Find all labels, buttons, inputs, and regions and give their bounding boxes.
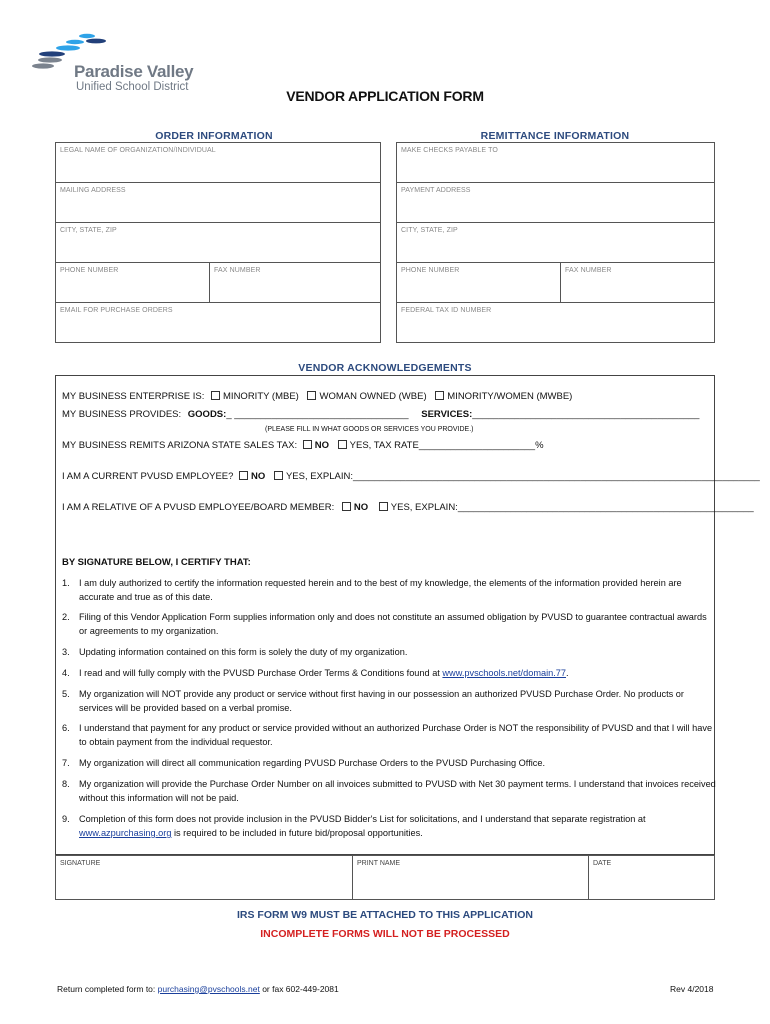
email-field[interactable] xyxy=(55,302,381,343)
logo-swoosh-3 xyxy=(66,40,84,44)
logo-name: Paradise Valley xyxy=(74,62,194,81)
signature-field[interactable] xyxy=(55,855,353,900)
remit-phone-label: PHONE NUMBER xyxy=(401,267,460,274)
logo-subtitle: Unified School District xyxy=(76,81,189,93)
relative-row xyxy=(62,502,754,513)
remit-city-state-zip-field[interactable] xyxy=(396,222,715,263)
cert-text-1: I am duly authorized to certify the information requested herein and to the best of my knowledge, the elements of the information provided herein are accurate and true as of this date. xyxy=(79,578,682,602)
domain-link[interactable]: www.pvschools.net/domain.77 xyxy=(442,668,567,678)
checks-payable-field[interactable] xyxy=(396,142,715,183)
checks-payable-label: MAKE CHECKS PAYABLE TO xyxy=(401,147,498,154)
cert-num-8: 8. xyxy=(62,779,70,789)
minority-checkbox[interactable] xyxy=(211,391,220,400)
cert-item-2 xyxy=(62,610,717,638)
services-label: SERVICES: xyxy=(421,409,473,420)
employee-yes-label: YES, EXPLAIN: xyxy=(285,471,353,482)
footer-return-info xyxy=(57,984,339,994)
print-name-label: PRINT NAME xyxy=(357,860,401,867)
relative-no-label: NO xyxy=(353,502,369,513)
relative-explain-input[interactable]: ________________________________________________________ xyxy=(457,502,754,513)
date-label: DATE xyxy=(593,860,612,867)
employee-no-checkbox[interactable] xyxy=(239,471,248,480)
cert-text-5: My organization will NOT provide any product or service without first having in our possession an authorized PVUSD Purchase Order. No products or services will be provided based on a verbal promise. xyxy=(79,689,684,713)
logo-swoosh-1 xyxy=(79,34,95,38)
tax-id-label: FEDERAL TAX ID NUMBER xyxy=(401,307,492,314)
cert-num-7: 7. xyxy=(62,758,70,768)
cert-item-7 xyxy=(62,756,717,770)
cert-text-9-before: Completion of this form does not provide inclusion in the PVUSD Bidder's List for solicitations, and I understand that separate registration at xyxy=(79,814,646,824)
print-name-field[interactable] xyxy=(352,855,589,900)
minority-label: MINORITY (MBE) xyxy=(223,391,299,402)
minority-women-label: MINORITY/WOMEN (MWBE) xyxy=(447,391,573,402)
cert-text-2: Filing of this Vendor Application Form supplies information only and does not constitute an assumed obligation by PVUSD to guarantee contractual awards or agreements to my organization. xyxy=(79,612,707,636)
cert-item-6 xyxy=(62,721,717,749)
employee-row xyxy=(62,471,760,482)
remit-fax-label: FAX NUMBER xyxy=(565,267,612,274)
order-fax-label: FAX NUMBER xyxy=(214,267,261,274)
irs-w9-notice: IRS FORM W9 MUST BE ATTACHED TO THIS APPLICATION xyxy=(237,909,533,921)
relative-label: I AM A RELATIVE OF A PVUSD EMPLOYEE/BOARD MEMBER: xyxy=(62,502,335,513)
cert-item-1 xyxy=(62,576,717,604)
employee-no-label: NO xyxy=(251,471,266,482)
goods-label: GOODS: xyxy=(187,409,227,420)
provides-label: MY BUSINESS PROVIDES: xyxy=(62,409,182,420)
remit-city-state-zip-label: CITY, STATE, ZIP xyxy=(401,227,458,234)
logo-swoosh-7 xyxy=(32,63,54,68)
logo-swoosh-2 xyxy=(86,39,106,44)
order-phone-label: PHONE NUMBER xyxy=(60,267,119,274)
legal-name-label: LEGAL NAME OF ORGANIZATION/INDIVIDUAL xyxy=(60,147,216,154)
cert-text-9 xyxy=(79,812,717,840)
goods-services-note: (PLEASE FILL IN WHAT GOODS OR SERVICES YOU PROVIDE.) xyxy=(265,426,474,433)
tax-no-checkbox[interactable] xyxy=(303,440,312,449)
logo-swoosh-6 xyxy=(38,57,62,62)
cert-num-3: 3. xyxy=(62,647,70,657)
revision-date: Rev 4/2018 xyxy=(670,984,714,994)
services-input[interactable]: ___________________________________________ xyxy=(472,409,700,420)
cert-num-6: 6. xyxy=(62,723,70,733)
cert-text-7: My organization will direct all communication regarding PVUSD Purchase Orders to the PVUSD Purchasing Office. xyxy=(79,758,546,768)
purchasing-email-link[interactable]: purchasing@pvschools.net xyxy=(157,984,260,994)
cert-item-9 xyxy=(62,812,717,840)
signature-label: SIGNATURE xyxy=(60,860,101,867)
tax-no-label: NO xyxy=(314,440,329,451)
cert-text-6: I understand that payment for any product or service provided without an authorized Purchase Order is NOT the responsibility of PVUSD and that I will have to obtain payment from the individual requestor. xyxy=(79,723,713,747)
remittance-info-heading: REMITTANCE INFORMATION xyxy=(480,130,630,142)
percent-sign: % xyxy=(535,440,544,451)
employee-label: I AM A CURRENT PVUSD EMPLOYEE? xyxy=(62,471,234,482)
cert-num-9: 9. xyxy=(62,814,70,824)
cert-text-3: Updating information contained on this form is solely the duty of my organization. xyxy=(79,647,408,657)
cert-item-3 xyxy=(62,645,717,659)
logo-swoosh-5 xyxy=(39,51,65,56)
enterprise-label: MY BUSINESS ENTERPRISE IS: xyxy=(62,391,205,402)
order-fax-field[interactable] xyxy=(209,262,381,303)
order-phone-field[interactable] xyxy=(55,262,210,303)
remit-phone-field[interactable] xyxy=(396,262,561,303)
order-city-state-zip-label: CITY, STATE, ZIP xyxy=(60,227,117,234)
azpurchasing-link[interactable]: www.azpurchasing.org xyxy=(79,828,172,838)
payment-address-field[interactable] xyxy=(396,182,715,223)
date-field[interactable] xyxy=(588,855,715,900)
cert-text-4 xyxy=(79,666,717,680)
sales-tax-row xyxy=(62,440,544,451)
email-label: EMAIL FOR PURCHASE ORDERS xyxy=(60,307,173,314)
legal-name-field[interactable] xyxy=(55,142,381,183)
employee-yes-checkbox[interactable] xyxy=(274,471,283,480)
cert-text-9-after: is required to be included in future bid/proposal opportunities. xyxy=(171,828,423,838)
form-title: VENDOR APPLICATION FORM xyxy=(286,88,484,104)
enterprise-row xyxy=(62,391,572,402)
ack-heading: VENDOR ACKNOWLEDGEMENTS xyxy=(298,362,472,374)
tax-id-field[interactable] xyxy=(396,302,715,343)
employee-explain-input[interactable]: _____________________________________________________________________________ xyxy=(353,471,760,482)
incomplete-forms-notice: INCOMPLETE FORMS WILL NOT BE PROCESSED xyxy=(260,928,510,940)
provides-row xyxy=(62,409,699,420)
minority-women-checkbox[interactable] xyxy=(435,391,444,400)
cert-item-4 xyxy=(62,666,717,680)
mailing-address-field[interactable] xyxy=(55,182,381,223)
woman-owned-checkbox[interactable] xyxy=(307,391,316,400)
woman-owned-label: WOMAN OWNED (WBE) xyxy=(319,391,427,402)
cert-text-8: My organization will provide the Purchase Order Number on all invoices submitted to PVUSD with Net 30 payment terms. I understand that invoices received without this information will not be paid. xyxy=(79,779,716,803)
remit-fax-field[interactable] xyxy=(560,262,715,303)
footer-return-text: Return completed form to: xyxy=(57,984,158,994)
cert-item-8 xyxy=(62,777,717,805)
relative-no-checkbox[interactable] xyxy=(342,502,351,511)
cert-num-5: 5. xyxy=(62,689,70,699)
cert-num-2: 2. xyxy=(62,612,70,622)
relative-yes-label: YES, EXPLAIN: xyxy=(390,502,458,513)
order-city-state-zip-field[interactable] xyxy=(55,222,381,263)
tax-rate-input[interactable]: ______________________ xyxy=(418,440,536,451)
certify-heading: BY SIGNATURE BELOW, I CERTIFY THAT: xyxy=(62,557,251,568)
tax-yes-checkbox[interactable] xyxy=(338,440,347,449)
footer-fax-text: or fax 602-449-2081 xyxy=(259,984,339,994)
relative-yes-checkbox[interactable] xyxy=(379,502,388,511)
logo-swoosh-4 xyxy=(56,45,80,50)
payment-address-label: PAYMENT ADDRESS xyxy=(401,187,471,194)
cert-num-1: 1. xyxy=(62,578,70,588)
cert-num-4: 4. xyxy=(62,668,70,678)
mailing-address-label: MAILING ADDRESS xyxy=(60,187,126,194)
sales-tax-label: MY BUSINESS REMITS ARIZONA STATE SALES TAX: xyxy=(62,440,298,451)
order-info-heading: ORDER INFORMATION xyxy=(155,130,273,142)
cert-text-4-after: . xyxy=(566,668,569,678)
goods-input[interactable]: _ _________________________________ xyxy=(226,409,409,420)
tax-yes-label: YES, TAX RATE xyxy=(349,440,419,451)
cert-item-5 xyxy=(62,687,717,715)
cert-text-4-before: I read and will fully comply with the PVUSD Purchase Order Terms & Conditions found at xyxy=(79,668,443,678)
